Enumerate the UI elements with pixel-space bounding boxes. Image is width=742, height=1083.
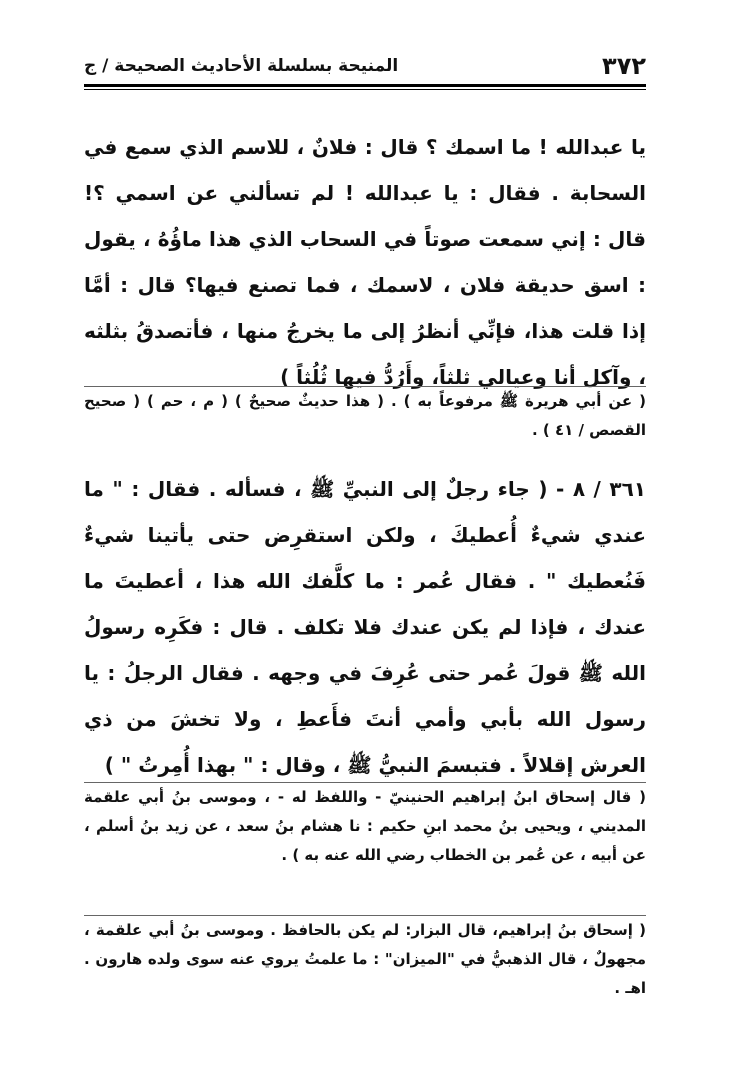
paragraph: ٣٦١ / ٨ - ( جاء رجلٌ إلى النبيِّ ﷺ ، فسأله . فقال : " ما عندي شيءٌ أُعطيكَ ، ولكن استقرِض حتى يأتينا شيءٌ فَنُعطيك " . فقال عُمر : ما كلَّفك الله هذا ، أعطيتَ ما عندك ، فإذا لم يكن عندك فلا تكلف . قال : فكَرِه رسولُ الله ﷺ قولَ عُمر حتى عُرِفَ في وجهه . فقال الرجلُ : يا رسول الله بأبي وأمي أنتَ فأَعطِ ، ولا تخشَ من ذي العرش إقلالاً . فتبسمَ النبيُّ ﷺ ، وقال : " بهذا أُمِرتُ " ) [84, 477, 647, 777]
hadith-text-continued [84, 124, 646, 400]
source-note [84, 386, 646, 445]
page-number: ٣٧٢ [602, 52, 646, 80]
hadith-361 [84, 466, 646, 788]
page-header [84, 48, 646, 78]
note-text: ( عن أبي هريرة ﷺ مرفوعاً به ) . ( هذا حديثٌ صحيحٌ ) ( م ، حم ) ( صحيح القصص / ٤١ ) . [84, 392, 646, 439]
note-text: ( إسحاق بنُ إبراهيم، قال البزار: لم يكن بالحافظ . وموسى بنُ أبي علقمة ، مجهولٌ ، قال الذهبيُّ في "الميزان" : ما علمتُ يروي عنه سوى ولده هارون . اهـ . [84, 921, 646, 997]
narrator-note [84, 915, 646, 1003]
header-rule [84, 84, 646, 87]
header-rule-thin [84, 89, 646, 90]
note-text: ( قال إسحاق ابنُ إبراهيم الحنينيّ - واللفظ له - ، وموسى بنُ أبي علقمة المديني ، ويحيى بنُ محمد ابنِ حكيم : نا هشام بنُ سعد ، عن زيد بنُ أسلم ، عن أبيه ، عن عُمر بن الخطاب رضي الله عنه به ) . [84, 788, 646, 864]
paragraph: يا عبدالله ! ما اسمك ؟ قال : فلانٌ ، للاسم الذي سمع في السحابة . فقال : يا عبدالله ! لم تسألني عن اسمي ؟! قال : إني سمعت صوتاً في السحاب الذي هذا ماؤُهُ ، يقول : اسق حديقة فلان ، لاسمك ، فما تصنع فيها؟ قال : أمَّا إذا قلت هذا، فإنِّي أنظرُ إلى ما يخرجُ منها ، فأتصدقُ بثلثه ، وآكل أنا وعيالي ثلثاً، وأَرُدُّ فيها ثُلُثاً ) [84, 135, 646, 389]
book-title: المنيحة بسلسلة الأحاديث الصحيحة / ج [84, 56, 399, 76]
isnad-note [84, 782, 646, 870]
